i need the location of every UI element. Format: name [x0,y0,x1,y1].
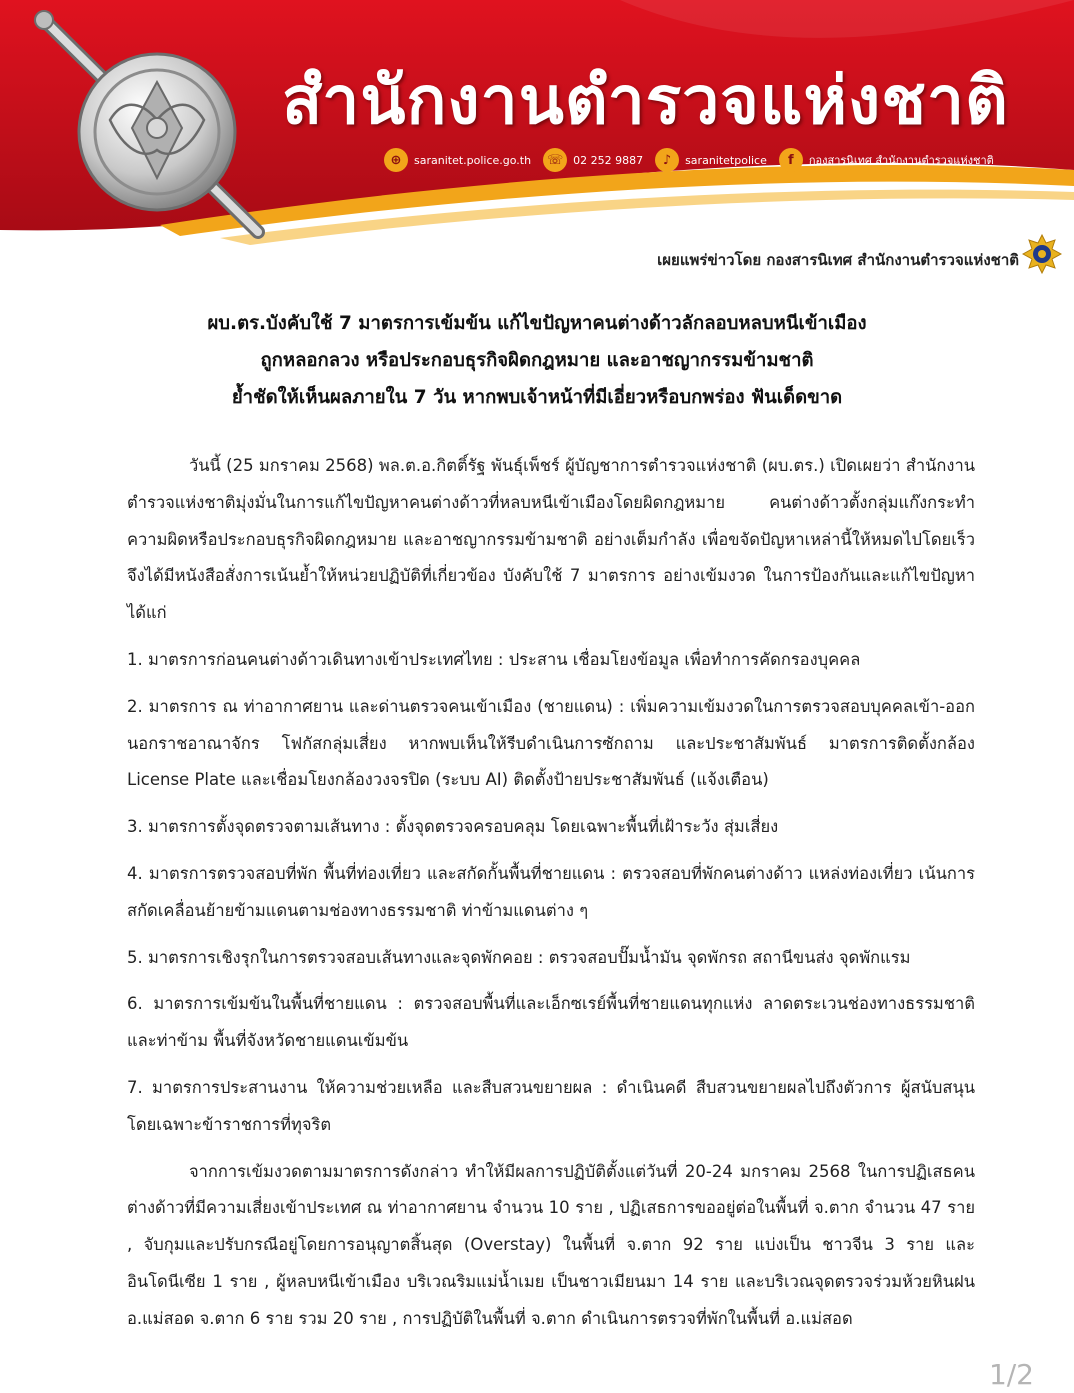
contact-facebook-text: กองสารนิเทศ สำนักงานตำรวจแห่งชาติ [808,154,994,167]
measure-3: 3. มาตรการตั้งจุดตรวจตามเส้นทาง : ตั้งจุดตรวจครอบคลุม โดยเฉพาะพื้นที่เฝ้าระวัง สุ่มเสี่ยง [127,817,779,837]
contact-phone[interactable] [543,148,643,172]
phone-icon: ☏ [543,148,567,172]
header-banner [0,0,1074,245]
police-seal-emblem [79,54,235,210]
facebook-icon: f [779,148,803,172]
measure-6: 6. มาตรการเข้มข้นในพื้นที่ชายแดน : ตรวจสอบพื้นที่และเอ็กซเรย์พื้นที่ชายแดนทุกแห่ง ลาดตระเวนช่องทางธรรมชาติ และท่าข้าม พื้นที่จังหวัดชายแดนเข้มข้น [127,994,975,1051]
contact-phone-text: 02 252 9887 [573,153,644,167]
globe-icon: ⊕ [384,148,408,172]
contact-facebook[interactable] [779,148,994,172]
contact-website[interactable] [384,148,531,172]
contact-tiktok-text: saranitetpolice [685,153,767,167]
intro-paragraph: วันนี้ (25 มกราคม 2568) พล.ต.อ.กิตติ์รัฐ พันธุ์เพ็ชร์ ผู้บัญชาการตำรวจแห่งชาติ (ผบ.ตร.) เปิดเผยว่า สำนักงานตำรวจแห่งชาติมุ่งมั่นในการแก้ไขปัญหาคนต่างด้าวที่หลบหนีเข้าเมืองโดยผิดกฎหมาย คนต่างด้าวตั้งกลุ่มแก๊งกระทำความผิดหรือประกอบธุรกิจผิดกฎหมาย และอาชญากรรมข้ามชาติ อย่างเต็มกำลัง เพื่อขจัดปัญหาเหล่านี้ให้หมดไปโดยเร็ว จึงได้มีหนังสือสั่งการเน้นย้ำให้หน่วยปฏิบัติที่เกี่ยวข้อง บังคับใช้ 7 มาตรการ อย่างเข้มงวด ในการป้องกันและแก้ไขปัญหา ได้แก่ [127,456,975,623]
headline-line-3: ย้ำชัดให้เห็นผลภายใน 7 วัน หากพบเจ้าหน้าที่มีเอี่ยวหรือบกพร่อง ฟันเด็ดขาด [231,387,843,408]
measure-5: 5. มาตรการเชิงรุกในการตรวจสอบเส้นทางและจุดพักคอย : ตรวจสอบปั๊มน้ำมัน จุดพักรถ สถานีขนส่ง จุดพักแรม [127,947,911,967]
agency-title: สำนักงานตำรวจแห่งชาติ [282,62,1009,139]
contact-bar [384,146,994,174]
measure-7: 7. มาตรการประสานงาน ให้ความช่วยเหลือ และสืบสวนขยายผล : ดำเนินคดี สืบสวนขยายผลไปถึงตัวการ ผู้สนับสนุน โดยเฉพาะข้าราชการที่ทุจริต [127,1077,975,1134]
police-badge-icon [1022,234,1062,274]
measure-4: 4. มาตรการตรวจสอบที่พัก พื้นที่ท่องเที่ยว และสกัดกั้นพื้นที่ชายแดน : ตรวจสอบที่พักคนต่างด้าว แหล่งท่องเที่ยว เน้นการสกัดเคลื่อนย้ายข้ามแดนตามช่องทางธรรมชาติ ท่าข้ามแดนต่าง ๆ [127,863,975,920]
tiktok-icon: ♪ [655,148,679,172]
contact-website-text: saranitet.police.go.th [414,153,532,167]
headline [90,305,984,416]
measure-1: 1. มาตรการก่อนคนต่างด้าวเดินทางเข้าประเทศไทย : ประสาน เชื่อมโยงข้อมูล เพื่อทำการคัดกรองบุคคล [127,649,861,669]
byline: เผยแพร่ข่าวโดย กองสารนิเทศ สำนักงานตำรวจแห่งชาติ [657,251,1019,269]
headline-line-1: ผบ.ตร.บังคับใช้ 7 มาตรการเข้มข้น แก้ไขปัญหาคนต่างด้าวลักลอบหลบหนีเข้าเมือง [207,313,867,334]
article-body [127,448,975,1348]
contact-tiktok[interactable] [655,148,767,172]
headline-line-2: ถูกหลอกลวง หรือประกอบธุรกิจผิดกฎหมาย และอาชญากรรมข้ามชาติ [260,350,814,371]
measure-2: 2. มาตรการ ณ ท่าอากาศยาน และด่านตรวจคนเข้าเมือง (ชายแดน) : เพิ่มความเข้มงวดในการตรวจสอบบุคคลเข้า-ออกนอกราชอาณาจักร โฟกัสกลุ่มเสี่ยง หากพบเห็นให้รีบดำเนินการซักถาม และประชาสัมพันธ์ มาตรการติดตั้งกล้อง License Plate และเชื่อมโยงกล้องวงจรปิด (ระบบ AI) ติดตั้งป้ายประชาสัมพันธ์ (แจ้งเตือน) [127,696,975,790]
results-paragraph: จากการเข้มงวดตามมาตรการดังกล่าว ทำให้มีผลการปฏิบัติตั้งแต่วันที่ 20-24 มกราคม 2568 ในการปฏิเสธคนต่างด้าวที่มีความเสี่ยงเข้าประเทศ ณ ท่าอากาศยาน จำนวน 10 ราย , ปฏิเสธการขออยู่ต่อในพื้นที่ จ.ตาก จำนวน 47 ราย , จับกุมและปรับกรณีอยู่โดยการอนุญาตสิ้นสุด (Overstay) ในพื้นที่ จ.ตาก 92 ราย แบ่งเป็น ชาวจีน 3 ราย และอินโดนีเซีย 1 ราย , ผู้หลบหนีเข้าเมือง บริเวณริมแม่น้ำเมย เป็นชาวเมียนมา 14 ราย และบริเวณจุดตรวจร่วมห้วยหินฝน อ.แม่สอด จ.ตาก 6 ราย รวม 20 ราย , การปฏิบัติในพื้นที่ จ.ตาก ดำเนินการตรวจที่พักในพื้นที่ อ.แม่สอด [127,1161,975,1328]
page-indicator: 1/2 [988,1358,1034,1391]
